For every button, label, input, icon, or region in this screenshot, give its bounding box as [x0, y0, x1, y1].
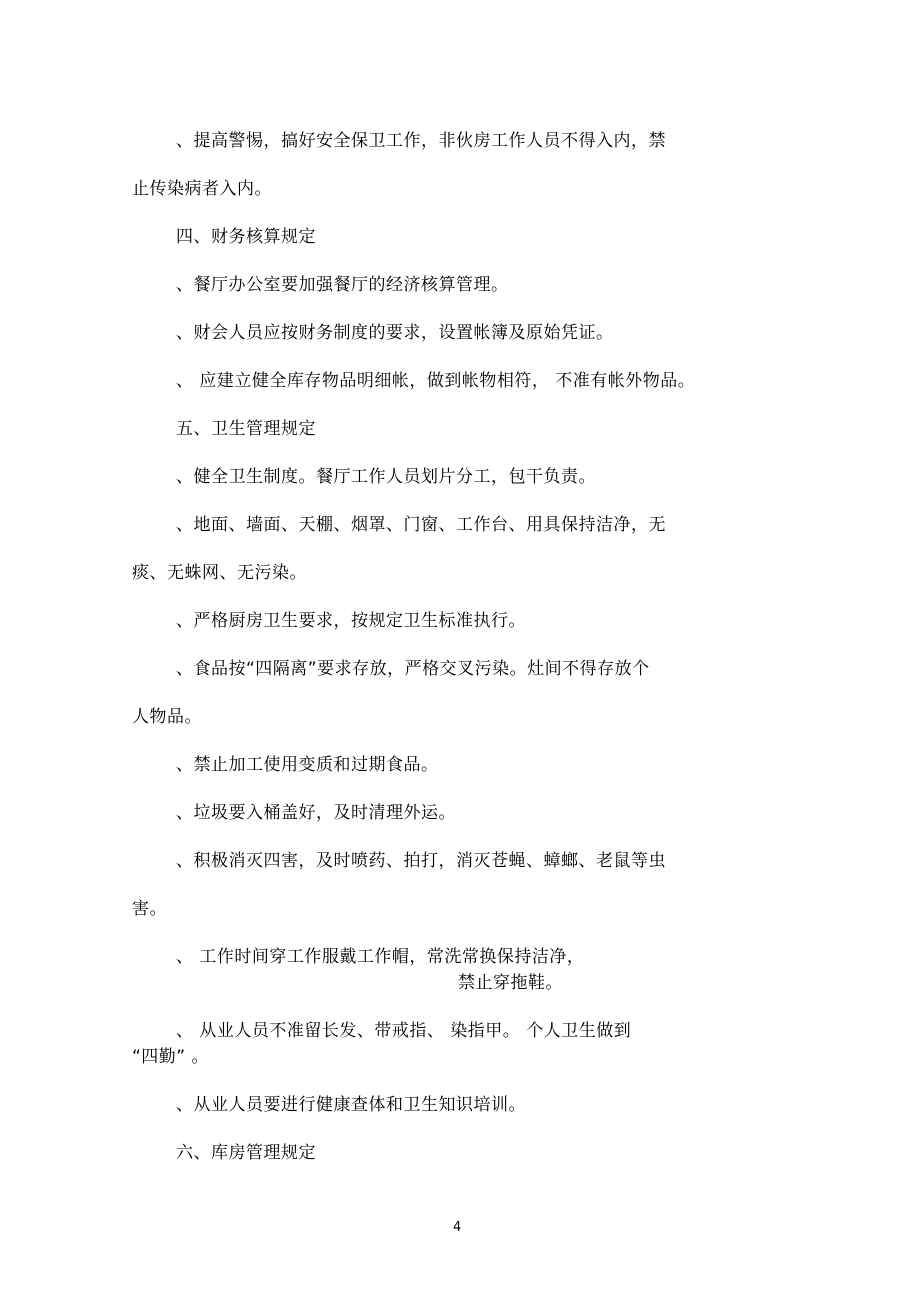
text-line: 、积极消灭四害，及时喷药、拍打，消灭苍蝇、蟑螂、老鼠等虫 [176, 851, 666, 871]
text-line: “四勤” 。 [132, 1047, 210, 1067]
text-line: 、 从业人员不准留长发、带戒指、 染指甲。 个人卫生做到 [176, 1021, 632, 1041]
text-line: 、健全卫生制度。餐厅工作人员划片分工，包干负责。 [176, 467, 596, 487]
section-heading: 四、财务核算规定 [176, 227, 316, 247]
text-line: 、食品按“四隔离”要求存放，严格交叉污染。灶间不得存放个 [176, 659, 650, 679]
text-line: 痰、无蛛网、无污染。 [132, 563, 307, 583]
text-line: 、财会人员应按财务制度的要求，设置帐簿及原始凭证。 [176, 323, 614, 343]
text-line: 、餐厅办公室要加强餐厅的经济核算管理。 [176, 275, 509, 295]
text-line: 人物品。 [132, 707, 202, 727]
text-line: 、提高警惕，搞好安全保卫工作，非伙房工作人员不得入内，禁 [176, 131, 666, 151]
text-line: 、严格厨房卫生要求，按规定卫生标准执行。 [176, 611, 526, 631]
text-line: 害。 [132, 899, 167, 919]
page-number: 4 [453, 1220, 462, 1235]
section-heading: 六、库房管理规定 [176, 1143, 316, 1163]
text-line: 止传染病者入内。 [132, 179, 272, 199]
text-line: 、地面、墙面、天棚、烟罩、门窗、工作台、用具保持洁净，无 [176, 515, 666, 535]
text-line: 、禁止加工使用变质和过期食品。 [176, 755, 439, 775]
section-heading: 五、卫生管理规定 [176, 419, 316, 439]
text-line: 、 工作时间穿工作服戴工作帽，常洗常换保持洁净， [176, 947, 585, 967]
text-line: 、 应建立健全库存物品明细帐，做到帐物相符， 不准有帐外物品。 [176, 371, 696, 391]
text-line: 、从业人员要进行健康查体和卫生知识培训。 [176, 1095, 526, 1115]
text-line: 、垃圾要入桶盖好，及时清理外运。 [176, 803, 456, 823]
text-line: 禁止穿拖鞋。 [458, 973, 563, 993]
